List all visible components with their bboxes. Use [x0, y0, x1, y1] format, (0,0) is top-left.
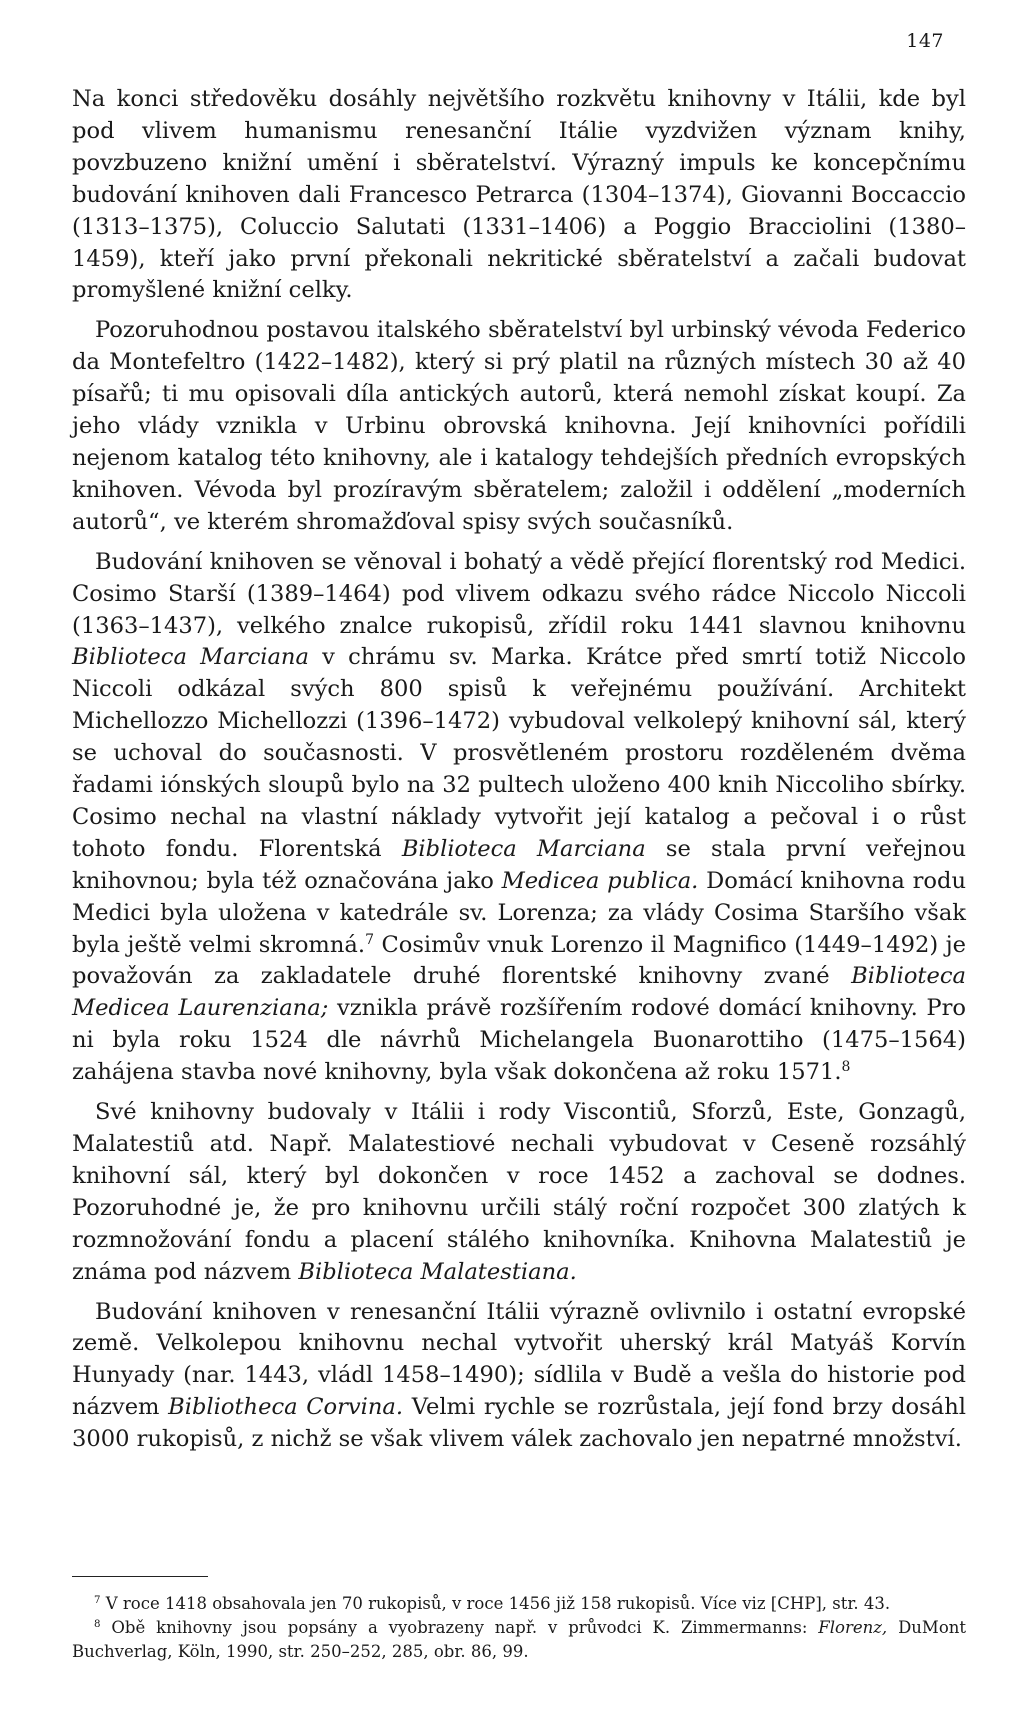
footnote — [72, 1592, 966, 1616]
body-text — [72, 84, 966, 1464]
italic-text: Biblioteca Marciana — [72, 644, 309, 671]
footnote — [72, 1616, 966, 1664]
footnote-marker: 8 — [841, 1059, 851, 1076]
footnote-marker: 7 — [365, 931, 374, 948]
text-run: Budování knihoven se věnoval i bohatý a vědě přející florentský rod Medici. Cosimo Starší (1389–1464) pod vlivem odkazu svého rádce Niccolo Niccoli (1363–1437), velkého znalce rukopisů, zřídil roku 1441 slavnou knihovnu — [72, 548, 966, 639]
text-run: Pozoruhodnou postavou italského sběratelství byl urbinský vévoda Federico da Montefeltro (1422–1482), který si prý platil na různých místech 30 až 40 písařů; ti mu opisovali díla antických autorů, která nemohl získat koupí. Za jeho vlády vznikla v Urbinu obrovská knihovna. Její knihovníci pořídili nejenom katalog této knihovny, ale i katalogy tehdejších předních evropských knihoven. Vévoda byl prozíravým sběratelem; založil i oddělení „moderních autorů“, ve kterém shromažďoval spisy svých současníků. — [72, 317, 966, 535]
text-run: Domácí knihovna rodu Medici byla uložena v katedrále sv. Lorenza; za vlády Cosima Staršího však byla ještě velmi skromná. — [72, 867, 966, 958]
text-run: vznikla právě rozšířením rodové domácí knihovny. Pro ni byla roku 1524 dle návrhů Michelangela Buonarottiho (1475–1564) zahájena stavba nové knihovny, byla však dokončena až roku 1571. — [72, 995, 967, 1086]
text-run: Na konci středověku dosáhly největšího rozkvětu knihovny v Itálii, kde byl pod vlivem humanismu renesanční Itálie vyzdvižen význam knihy, povzbuzeno knižní umění i sběratelství. Výrazný impuls ke koncepčnímu budování knihoven dali Francesco Petrarca (1304–1374), Giovanni Boccaccio (1313–1375), Coluccio Salutati (1331–1406) a Poggio Bracciolini (1380–1459), kteří jako první překonali nekritické sběratelství a začali budovat promyšlené knižní celky. — [72, 86, 966, 304]
italic-text: Biblioteca Marciana — [401, 835, 646, 862]
footnotes — [72, 1592, 966, 1664]
paragraph — [72, 547, 966, 1089]
text-run: v chrámu sv. Marka. Krátce před smrtí totiž Niccolo Niccoli odkázal svých 800 spisů k veřejnému používání. Architekt Michellozzo Michellozzi (1396–1472) vybudoval velkolepý knihovní sál, který se uchoval do současnosti. V prosvětleném prostoru rozděleném dvěma řadami iónských sloupů bylo na 32 pultech uloženo 400 knih Niccoliho sbírky. Cosimo nechal na vlastní náklady vytvořit její katalog a pečoval i o růst tohoto fondu. Florentská — [72, 644, 966, 862]
footnote-marker: 8 — [94, 1619, 101, 1631]
text-run: se stala první veřejnou knihovnou; byla též označována jako — [72, 835, 966, 894]
footnote-separator — [72, 1576, 208, 1577]
footnote-marker: 7 — [94, 1595, 101, 1607]
italic-text: Biblioteca Medicea Laurenziana; — [72, 963, 966, 1022]
text-run: Budování knihoven v renesanční Itálii výrazně ovlivnilo i ostatní evropské země. Velkolepou knihovnu nechal vytvořit uherský král Matyáš Korvín Hunyady (nar. 1443, vládl 1458–1490); sídlila v Budě a vešla do historie pod názvem — [72, 1298, 966, 1421]
paragraph — [72, 84, 966, 307]
text-run: V roce 1418 obsahovala jen 70 rukopisů, v roce 1456 již 158 rukopisů. Více viz [CHP], str. 43. — [100, 1594, 891, 1613]
text-run: Své knihovny budovaly v Itálii i rody Viscontiů, Sforzů, Este, Gonzagů, Malatestiů atd. Např. Malatestiové nechali vybudovat v Ceseně rozsáhlý knihovní sál, který byl dokončen v roce 1452 a zachoval se dodnes. Pozoruhodné je, že pro knihovnu určili stálý roční rozpočet 300 zlatých k rozmnožování fondu a placení stálého knihovníka. Knihovna Malatestiů je známa pod názvem — [72, 1099, 966, 1285]
text-run: DuMont Buchverlag, Köln, 1990, str. 250–252, 285, obr. 86, 99. — [72, 1618, 967, 1661]
paragraph — [72, 1297, 966, 1457]
paragraph — [72, 1097, 966, 1288]
text-run: Obě knihovny jsou popsány a vyobrazeny např. v průvodci K. Zimmermanns: — [100, 1618, 819, 1637]
italic-text: Bibliotheca Corvina. — [168, 1394, 404, 1421]
italic-text: Medicea publica. — [501, 867, 699, 894]
paragraph — [72, 315, 966, 538]
italic-text: Biblioteca Malatestiana. — [298, 1258, 577, 1285]
text-run: Cosimův vnuk Lorenzo il Magnifico (1449–1492) je považován za zakladatele druhé florentské knihovny zvané — [72, 931, 966, 990]
page-number: 147 — [906, 30, 944, 52]
italic-text: Florenz, — [818, 1618, 888, 1637]
text-run: Velmi rychle se rozrůstala, její fond brzy dosáhl 3000 rukopisů, z nichž se však vlivem válek zachovalo jen nepatrné množství. — [72, 1394, 966, 1453]
